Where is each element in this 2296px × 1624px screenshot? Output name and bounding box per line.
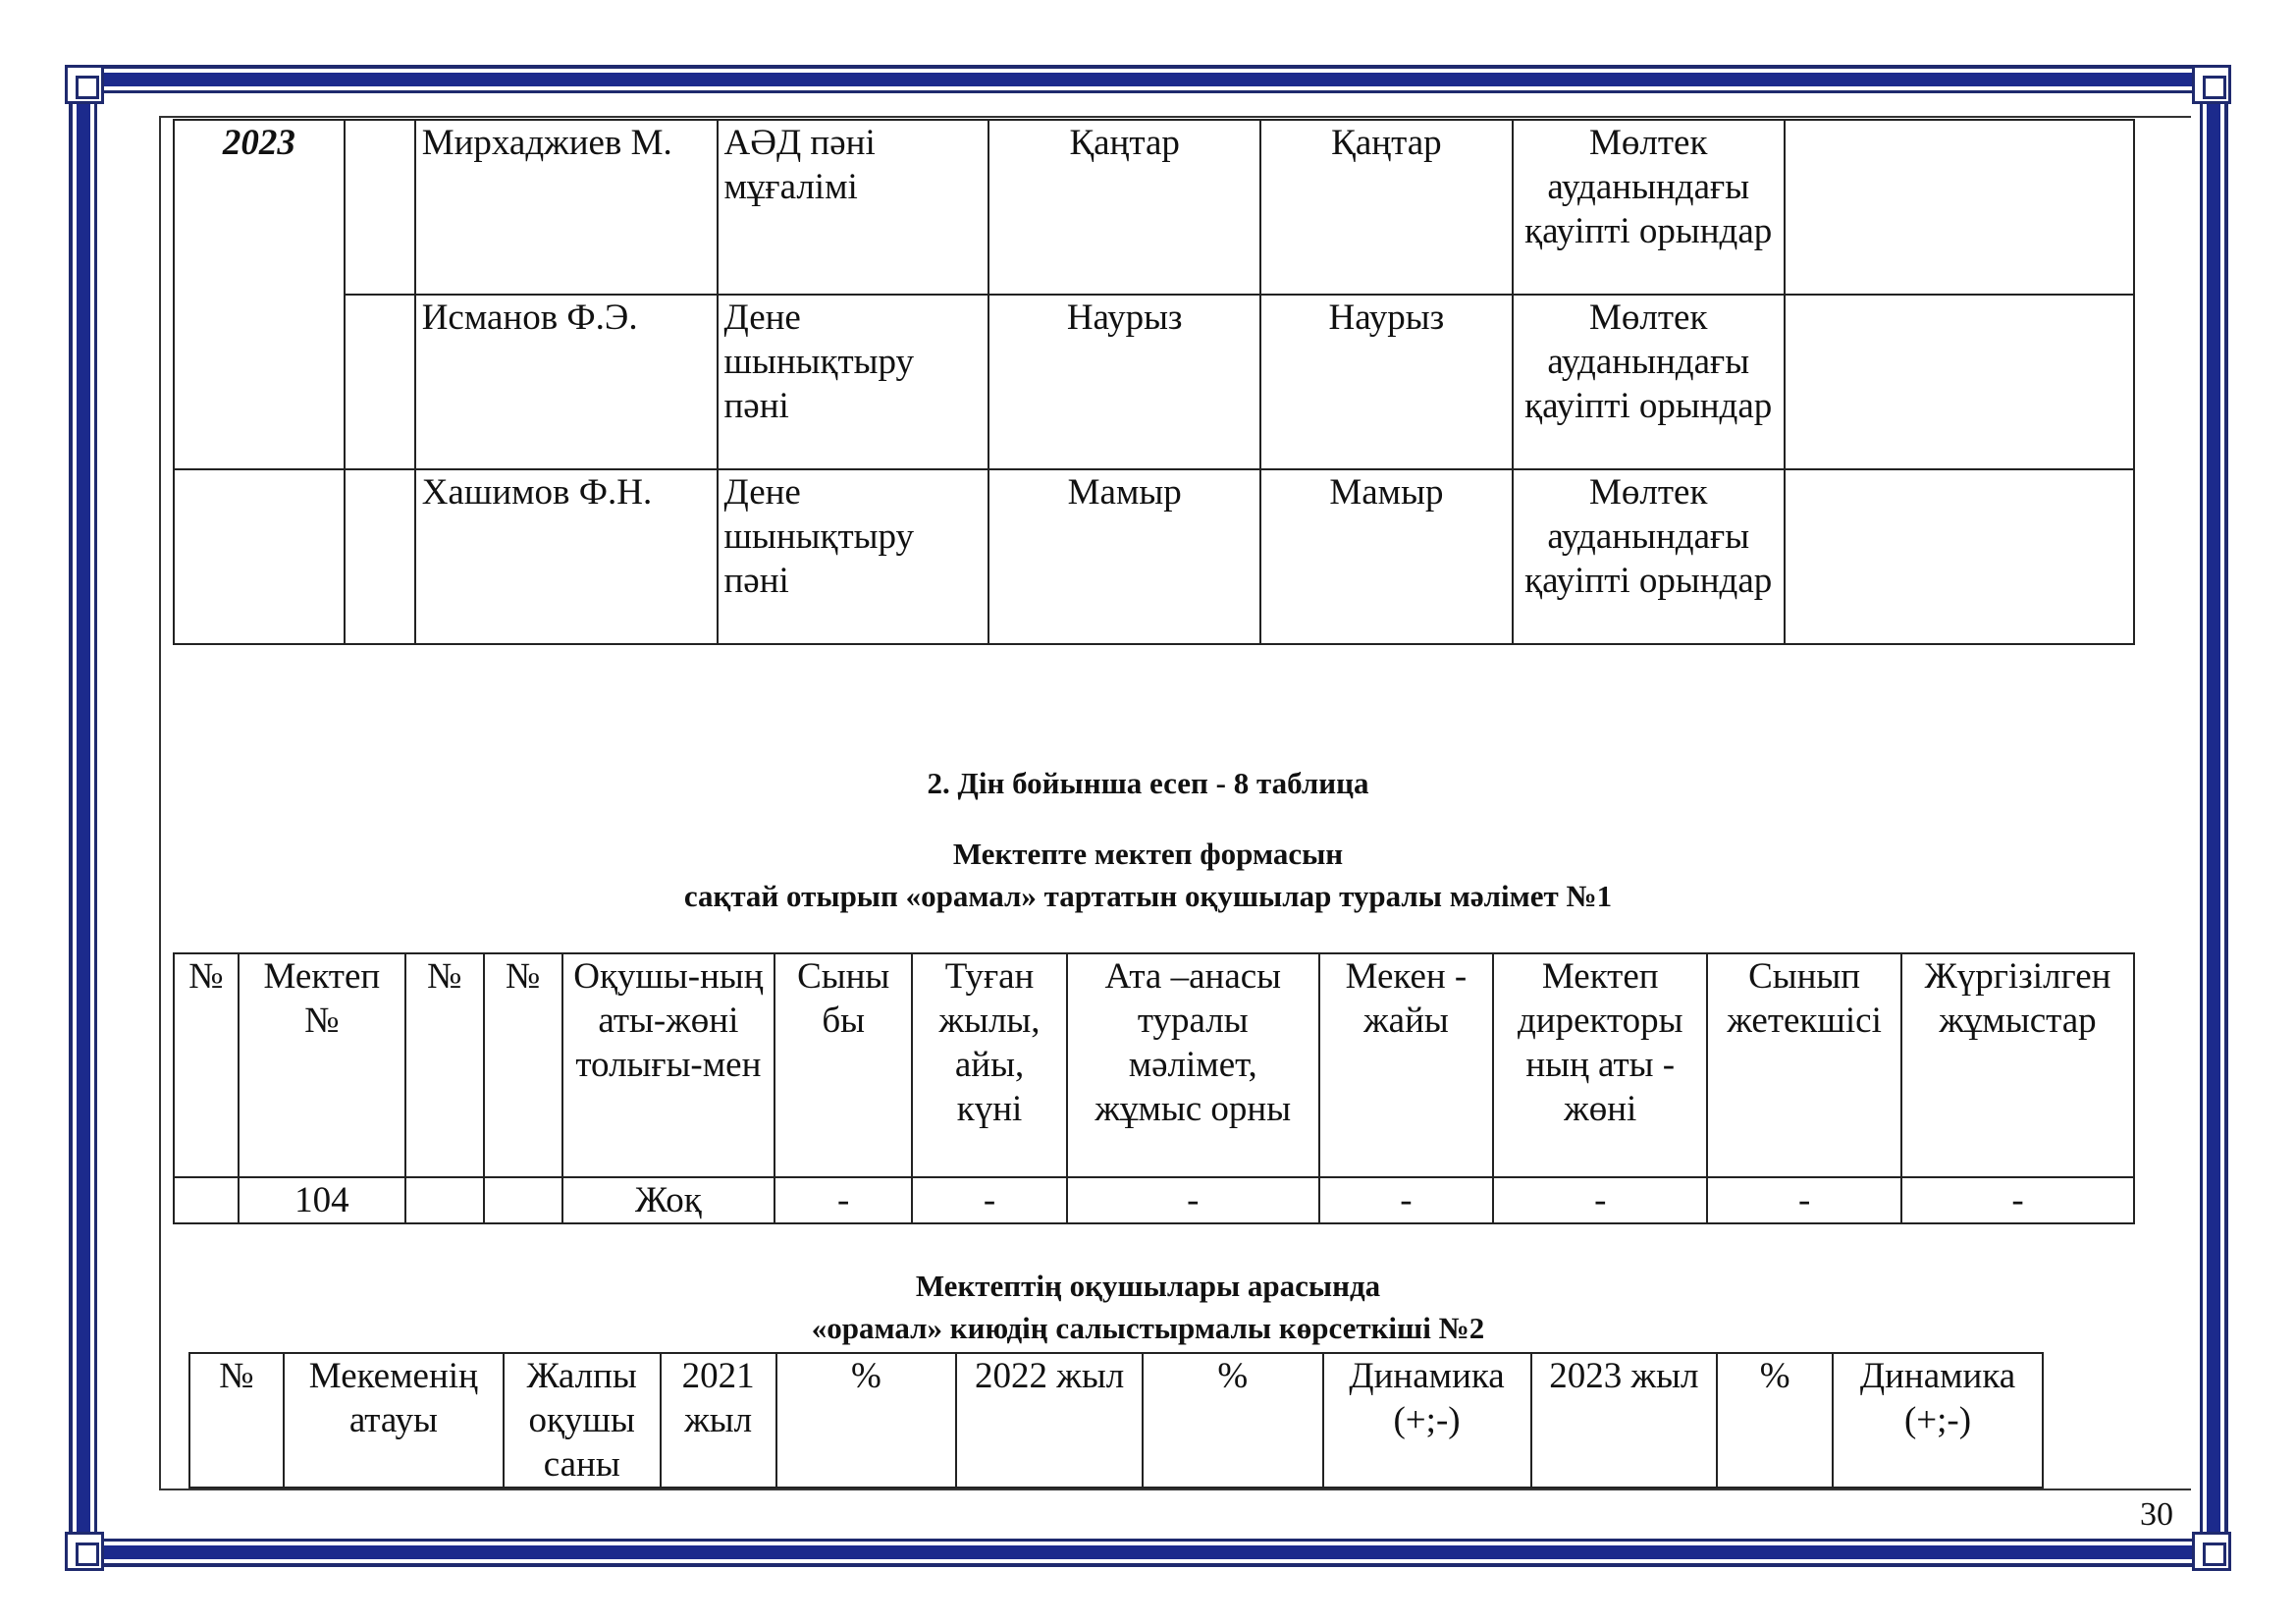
subject-cell: Дене шынықтыру пәні	[718, 295, 989, 469]
table1-caption-line1: Мектепте мектеп формасын	[952, 837, 1344, 871]
column-header: Оқушы-ның аты-жөні толығы-мен	[562, 953, 775, 1177]
column-header: Жүргізілген жұмыстар	[1901, 953, 2134, 1177]
teacher-name: Исманов Ф.Э.	[415, 295, 718, 469]
table-cell	[1785, 469, 2134, 644]
topic-cell: Мөлтек ауданындағы қауіпті орындар	[1513, 469, 1785, 644]
column-header: 2021 жыл	[661, 1353, 776, 1488]
table-cell	[1785, 295, 2134, 469]
column-header: 2023 жыл	[1531, 1353, 1718, 1488]
table2-caption-line1: Мектептің оқушылары арасында	[915, 1269, 1381, 1303]
column-header: Сыны бы	[774, 953, 912, 1177]
column-header: Мекеменің атауы	[284, 1353, 504, 1488]
done-month: Қаңтар	[1260, 120, 1513, 295]
subject-cell: Дене шынықтыру пәні	[718, 469, 989, 644]
table-header-row	[174, 953, 2134, 1177]
table-cell	[405, 1177, 484, 1223]
table-cell: Жоқ	[562, 1177, 775, 1223]
column-header: Ата –анасы туралы мәлімет, жұмыс орны	[1067, 953, 1319, 1177]
table-row	[174, 295, 2134, 469]
content-rule	[159, 116, 2191, 118]
table-header-row	[189, 1353, 2043, 1488]
table-cell: -	[1901, 1177, 2134, 1223]
column-header: 2022 жыл	[956, 1353, 1143, 1488]
column-header: №	[405, 953, 484, 1177]
planned-month: Мамыр	[988, 469, 1260, 644]
column-header: %	[776, 1353, 957, 1488]
column-header: %	[1717, 1353, 1833, 1488]
column-header: Мектеп №	[239, 953, 405, 1177]
oramal-comparison-table	[188, 1352, 2044, 1489]
border-corner-ornament	[2192, 1532, 2231, 1571]
border-corner-ornament	[65, 65, 104, 104]
subject-cell: АӘД пәні мұғалімі	[718, 120, 989, 295]
column-header: Сынып жетекшісі	[1707, 953, 1901, 1177]
column-header: Мектеп директоры ның аты - жөні	[1493, 953, 1707, 1177]
content-rule	[159, 1489, 2191, 1490]
table-cell	[345, 120, 415, 295]
column-header: №	[189, 1353, 284, 1488]
table-row	[174, 120, 2134, 295]
table-cell: -	[1707, 1177, 1901, 1223]
section-title: 2. Дін бойынша есеп - 8 таблица	[927, 766, 1369, 800]
planned-month: Қаңтар	[988, 120, 1260, 295]
table1-caption-line2: сақтай отырып «орамал» тартатын оқушылар туралы мәлімет №1	[683, 879, 1613, 913]
border-corner-ornament	[2192, 65, 2231, 104]
teacher-name: Хашимов Ф.Н.	[415, 469, 718, 644]
table2-caption-line2: «орамал» киюдің салыстырмалы көрсеткіші №2	[811, 1311, 1485, 1345]
oramal-students-table	[173, 952, 2135, 1224]
column-header: %	[1143, 1353, 1323, 1488]
table-cell: -	[1319, 1177, 1494, 1223]
border-corner-ornament	[65, 1532, 104, 1571]
table-row	[174, 469, 2134, 644]
table-cell	[174, 1177, 239, 1223]
done-month: Наурыз	[1260, 295, 1513, 469]
column-header: №	[484, 953, 562, 1177]
table-cell: 104	[239, 1177, 405, 1223]
topic-cell: Мөлтек ауданындағы қауіпті орындар	[1513, 120, 1785, 295]
column-header: Динамика (+;-)	[1323, 1353, 1531, 1488]
table-cell	[174, 469, 345, 644]
teacher-name: Мирхаджиев М.	[415, 120, 718, 295]
page-number: 30	[2140, 1496, 2173, 1533]
column-header: Жалпы оқушы саны	[504, 1353, 661, 1488]
teacher-plan-table	[173, 119, 2135, 645]
done-month: Мамыр	[1260, 469, 1513, 644]
topic-cell: Мөлтек ауданындағы қауіпті орындар	[1513, 295, 1785, 469]
table-cell: -	[912, 1177, 1067, 1223]
table-cell	[345, 295, 415, 469]
planned-month: Наурыз	[988, 295, 1260, 469]
table-row	[174, 1177, 2134, 1223]
year-cell: 2023	[174, 120, 345, 469]
table-cell: -	[1067, 1177, 1319, 1223]
column-header: Динамика (+;-)	[1833, 1353, 2043, 1488]
table-cell: -	[1493, 1177, 1707, 1223]
table-cell	[345, 469, 415, 644]
column-header: Мекен - жайы	[1319, 953, 1494, 1177]
column-header: Туған жылы, айы, күні	[912, 953, 1067, 1177]
column-header: №	[174, 953, 239, 1177]
table-cell	[1785, 120, 2134, 295]
table-cell	[484, 1177, 562, 1223]
table-cell: -	[774, 1177, 912, 1223]
